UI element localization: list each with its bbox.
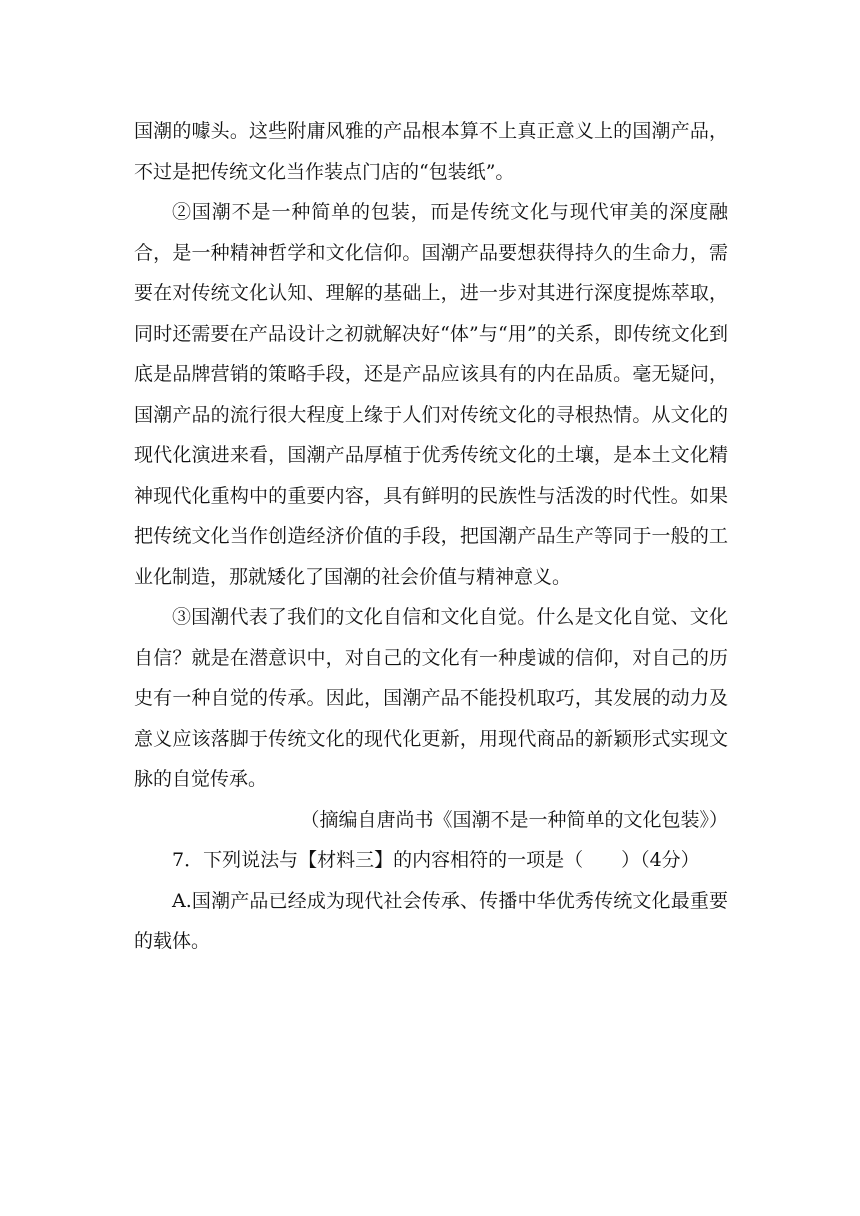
paragraph-3: ③国潮代表了我们的文化自信和文化自觉。什么是文化自觉、文化自信？就是在潜意识中，对自己的文化有一种虔诚的信仰，对自己的历史有一种自觉的传承。因此，国潮产品不能投机取巧，其发展的动力及意义应该落脚于传统文化的现代化更新，用现代商品的新颖形式实现文脉的自觉传承。 [134, 606, 728, 790]
document-page [134, 111, 728, 962]
paragraph-continued: 国潮的噱头。这些附庸风雅的产品根本算不上真正意义上的国潮产品，不过是把传统文化当作装点门店的“包装纸”。 [134, 120, 728, 183]
question-7: 7．下列说法与【材料三】的内容相符的一项是（ ）（4分） [172, 849, 700, 871]
option-a: A.国潮产品已经成为现代社会传承、传播中华优秀传统文化最重要的载体。 [134, 889, 728, 952]
source-citation: （摘编自唐尚书《国潮不是一种简单的文化包装》） [300, 808, 728, 831]
paragraph-2: ②国潮不是一种简单的包装，而是传统文化与现代审美的深度融合，是一种精神哲学和文化信仰。国潮产品要想获得持久的生命力，需要在对传统文化认知、理解的基础上，进一步对其进行深度提炼萃取，同时还需要在产品设计之初就解决好“体”与“用”的关系，即传统文化到底是品牌营销的策略手段，还是产品应该具有的内在品质。毫无疑问，国潮产品的流行很大程度上缘于人们对传统文化的寻根热情。从文化的现代化演进来看，国潮产品厚植于优秀传统文化的土壤，是本土文化精神现代化重构中的重要内容，具有鲜明的民族性与活泼的时代性。如果把传统文化当作创造经济价值的手段，把国潮产品生产等同于一般的工业化制造，那就矮化了国潮的社会价值与精神意义。 [134, 201, 728, 588]
